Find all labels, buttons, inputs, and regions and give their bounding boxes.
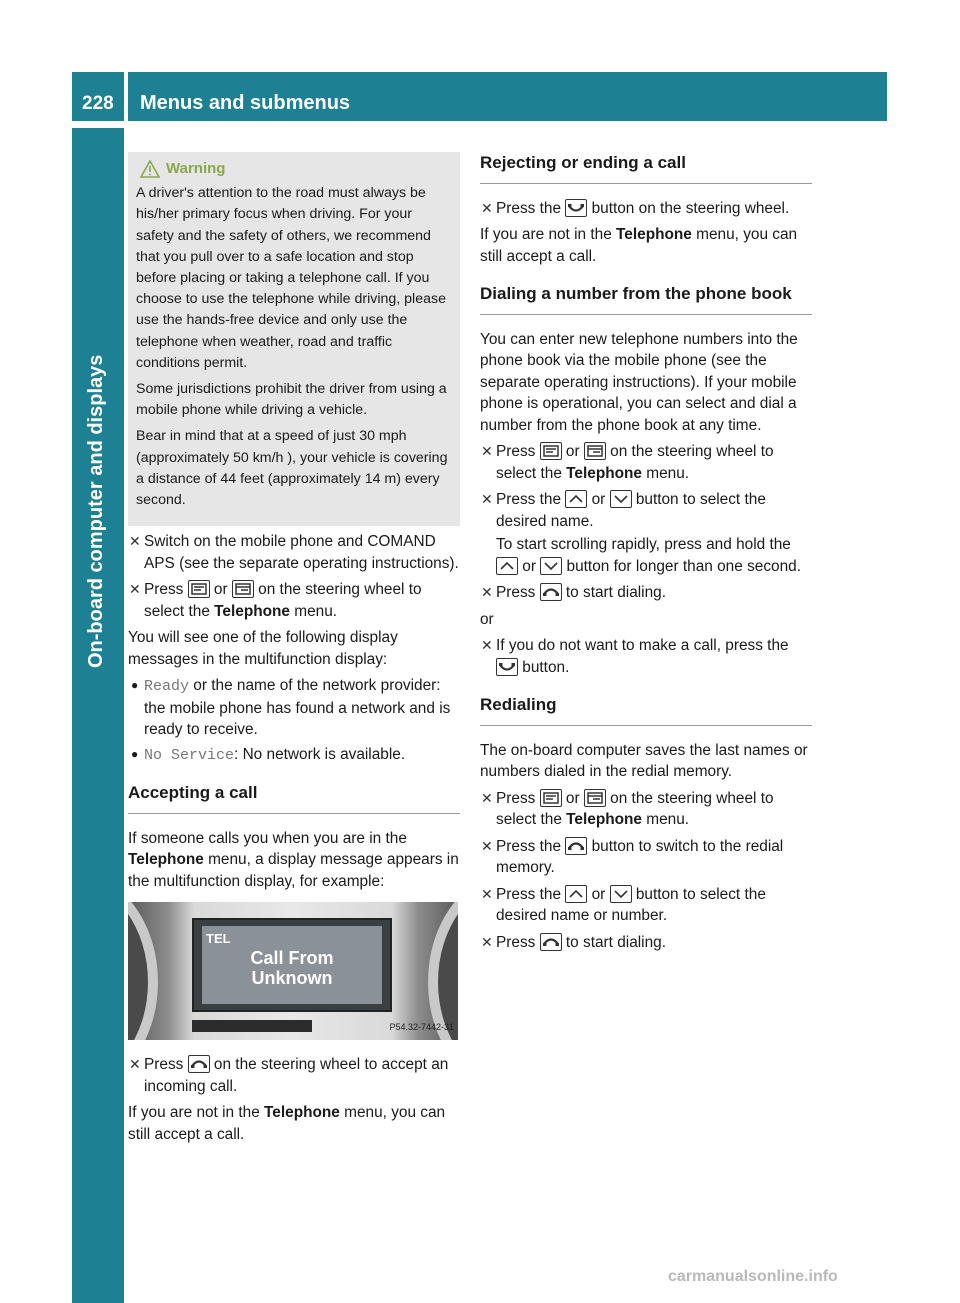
up-arrow-button-icon <box>565 885 587 903</box>
step-text: menu. <box>646 464 690 482</box>
step-text: button to switch to the redial memory. <box>496 837 784 876</box>
phone-reject-icon <box>565 199 587 217</box>
phone-reject-icon <box>496 658 518 676</box>
telephone-menu-label: Telephone <box>214 602 290 620</box>
step-text: on the steering wheel to select the <box>496 789 774 828</box>
instruction-step <box>480 489 812 577</box>
warning-title: Warning <box>166 160 226 177</box>
telephone-menu-label: Telephone <box>128 851 204 869</box>
no-service-code: No Service <box>144 746 235 764</box>
step-marker-icon: ✕ <box>481 637 493 653</box>
left-column <box>128 152 460 1150</box>
image-code: P54.32-7442-31 <box>389 1021 454 1032</box>
section-heading-rejecting: Rejecting or ending a call <box>480 152 812 184</box>
step-text: Press <box>496 584 536 601</box>
ready-text: or the name of the network provider: the mobile phone has found a network and is ready to receive. <box>144 677 451 739</box>
step-text: If you do not want to make a call, press the <box>496 637 789 654</box>
step-text: button. <box>522 658 570 676</box>
display-message-item <box>128 675 460 741</box>
display-message-item <box>128 744 460 767</box>
menu-back-button-icon <box>188 580 210 598</box>
step-marker-icon: ✕ <box>481 584 493 600</box>
step-marker-icon: ✕ <box>481 789 493 806</box>
left-dial <box>128 902 158 1040</box>
display-message <box>202 948 382 988</box>
section-heading-dialing: Dialing a number from the phone book <box>480 283 812 315</box>
menu-forward-button-icon <box>584 789 606 807</box>
step-marker-icon: ✕ <box>481 837 493 854</box>
instruction-step <box>480 788 812 831</box>
step-text: button on the steering wheel. <box>591 199 790 217</box>
para-text: menu, you can still accept a call. <box>128 1104 446 1143</box>
instruction-step <box>480 198 812 220</box>
site-watermark[interactable]: carmanualsonline.info <box>668 1268 838 1285</box>
instruction-step <box>480 884 812 927</box>
dialing-intro: You can enter new telephone numbers into the phone book via the mobile phone (see the separate operating instructions). If your mobile phone is operational, you can select and dial a number from the phone book at any time. <box>480 330 798 434</box>
step-text: Press <box>144 581 184 599</box>
phone-accept-icon <box>565 837 587 855</box>
step-text: Press the <box>496 885 562 903</box>
multifunction-display-image <box>128 902 458 1040</box>
step-text: or <box>565 443 580 460</box>
step-text: or <box>591 885 606 903</box>
telephone-menu-label: Telephone <box>616 226 692 243</box>
warning-header <box>136 158 452 179</box>
instruction-step <box>480 582 812 604</box>
step-text: Press the <box>496 199 562 217</box>
warning-paragraph: Bear in mind that at a speed of just 30 mph (approximately 50 km/h ), your vehicle is covering a distance of 44 feet (approximately 14 m) every second. <box>136 428 448 509</box>
page-title: Menus and submenus <box>140 92 351 114</box>
step-marker-icon: ✕ <box>481 933 493 950</box>
step-marker-icon: ✕ <box>481 885 493 902</box>
instruction-step <box>480 441 812 484</box>
step-text: Switch on the mobile phone and COMAND APS (see the separate operating instructions). <box>144 533 459 572</box>
step-text: Press <box>496 933 536 951</box>
para-text: menu, you can still accept a call. <box>480 226 798 265</box>
step-text: to start dialing. <box>565 584 666 601</box>
display-screen <box>192 918 392 1012</box>
redial-intro: The on-board computer saves the last names or numbers dialed in the redial memory. <box>480 741 808 780</box>
step-text: or <box>213 581 228 599</box>
down-arrow-button-icon <box>540 557 562 575</box>
step-text: Press <box>144 1056 184 1074</box>
not-in-menu-note <box>480 224 812 267</box>
telephone-menu-label: Telephone <box>566 811 642 828</box>
step-text: on the steering wheel to select the <box>144 581 422 620</box>
step-text: or <box>522 557 536 575</box>
warning-triangle-icon <box>140 160 160 178</box>
para-text: If someone calls you when you are in the <box>128 829 407 847</box>
or-line: or <box>480 610 494 628</box>
menu-forward-button-icon <box>232 580 254 598</box>
menu-back-button-icon <box>540 789 562 807</box>
display-intro: You will see one of the following display messages in the multifunction display: <box>128 629 398 668</box>
instruction-step <box>128 531 460 574</box>
display-tel-label: TEL <box>206 931 231 947</box>
step-text: Press the <box>496 491 562 508</box>
step-marker-icon: ✕ <box>129 533 141 550</box>
display-screen-inner <box>202 926 382 1004</box>
step-text: or <box>565 789 580 807</box>
bullet-icon: ● <box>131 746 139 761</box>
phone-accept-icon <box>188 1055 210 1073</box>
instruction-step <box>128 579 460 622</box>
step-text: on the steering wheel to select the <box>496 443 774 482</box>
step-text: menu. <box>646 811 690 828</box>
section-heading-accepting: Accepting a call <box>128 782 460 814</box>
menu-back-button-icon <box>540 442 562 460</box>
step-text: or <box>591 491 606 508</box>
step-text: button for longer than one second. <box>566 557 801 575</box>
phone-accept-icon <box>540 933 562 951</box>
instruction-step <box>480 836 812 879</box>
ready-code: Ready <box>144 678 190 696</box>
step-text: on the steering wheel to accept an incoming call. <box>144 1056 449 1095</box>
step-text: Press <box>496 789 536 807</box>
right-column <box>480 152 812 957</box>
phone-accept-icon <box>540 583 562 601</box>
no-service-text: : No network is available. <box>234 745 406 763</box>
chapter-side-tab <box>72 128 124 1303</box>
warning-paragraph: Some jurisdictions prohibit the driver from using a mobile phone while driving a vehicle. <box>136 381 447 419</box>
step-text: menu. <box>294 602 338 620</box>
step-marker-icon: ✕ <box>481 199 493 216</box>
display-line: Call From <box>250 948 334 969</box>
page-number: 228 <box>72 72 124 121</box>
up-arrow-button-icon <box>565 490 587 508</box>
para-text: If you are not in the <box>480 226 612 243</box>
warning-box <box>128 152 460 526</box>
down-arrow-button-icon <box>610 490 632 508</box>
display-line: Unknown <box>251 968 333 989</box>
para-text: If you are not in the <box>128 1104 260 1122</box>
step-text: button to select the desired name or number. <box>496 885 766 924</box>
scroll-note <box>496 534 812 577</box>
instruction-step <box>480 635 812 678</box>
accepting-intro <box>128 828 460 893</box>
not-in-menu-note <box>128 1102 460 1145</box>
section-heading-redialing: Redialing <box>480 694 812 726</box>
telephone-menu-label: Telephone <box>566 464 642 482</box>
page-header <box>72 72 887 121</box>
chapter-title: On-board computer and displays <box>85 354 107 668</box>
step-text: Press <box>496 443 536 460</box>
step-text: To start scrolling rapidly, press and hold the <box>496 536 791 553</box>
step-marker-icon: ✕ <box>481 443 493 459</box>
para-text: menu, a display message appears in the multifunction display, for example: <box>128 851 459 890</box>
step-marker-icon: ✕ <box>129 1056 141 1073</box>
menu-forward-button-icon <box>584 442 606 460</box>
bullet-icon: ● <box>131 678 139 693</box>
display-bar <box>192 1020 312 1032</box>
down-arrow-button-icon <box>610 885 632 903</box>
up-arrow-button-icon <box>496 557 518 575</box>
step-marker-icon: ✕ <box>481 491 493 507</box>
telephone-menu-label: Telephone <box>264 1104 340 1122</box>
step-marker-icon: ✕ <box>129 581 141 598</box>
step-text: Press the <box>496 837 562 855</box>
warning-paragraph: A driver's attention to the road must always be his/her primary focus when driving. For your safety and the safety of others, we recommend that you pull over to a safe location and stop before placing or taking a telephone call. If you choose to use the telephone while driving, please use the hands-free device and only use the telephone when weather, road and traffic conditions permit. <box>136 185 446 371</box>
step-text: button to select the desired name. <box>496 491 766 530</box>
instruction-step <box>128 1054 460 1097</box>
instruction-step <box>480 932 812 954</box>
step-text: to start dialing. <box>565 933 666 951</box>
